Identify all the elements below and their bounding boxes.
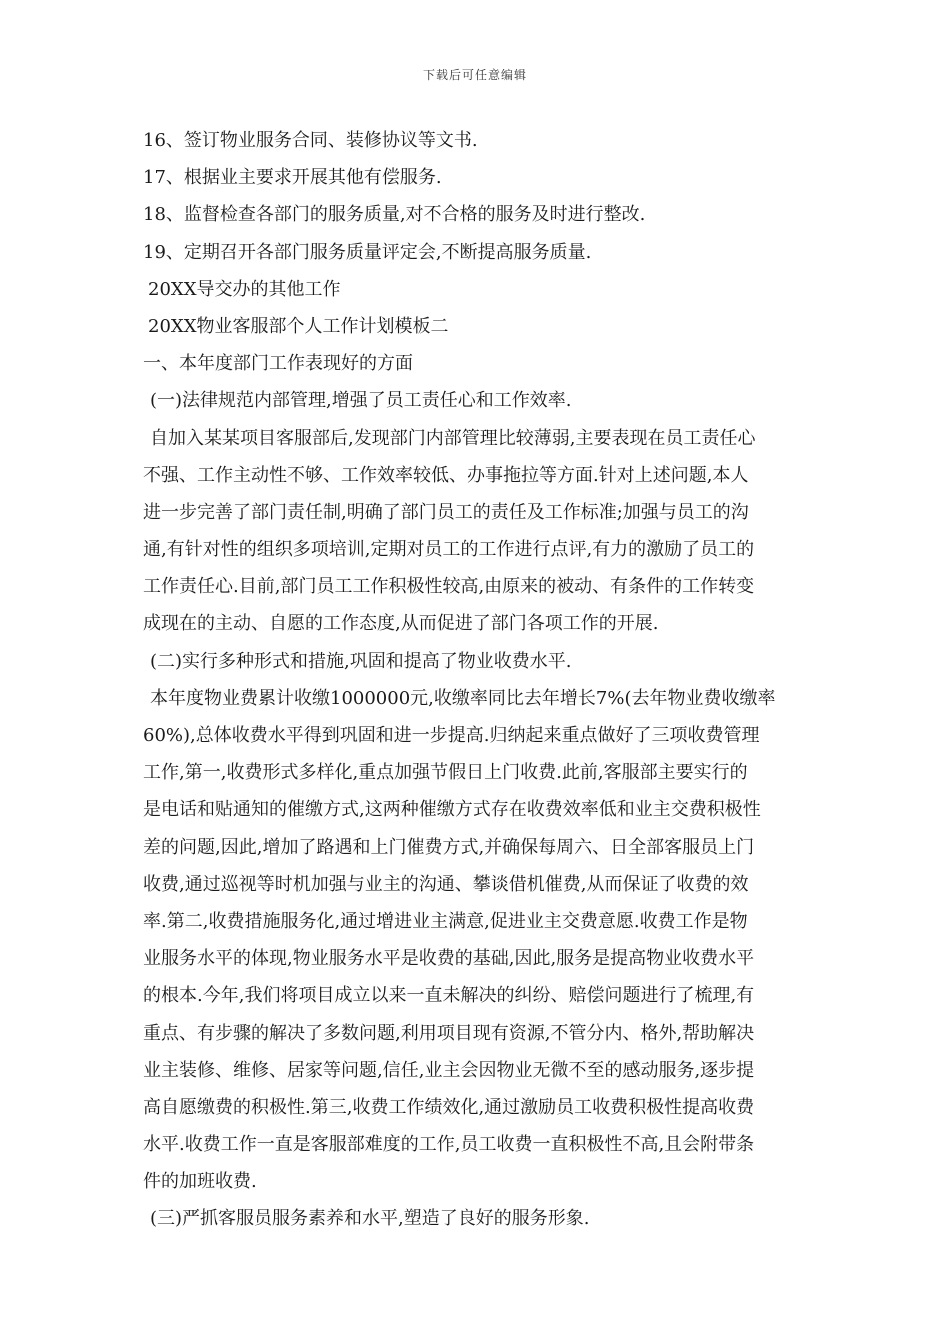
paragraph-line: 率.第二,收费措施服务化,通过增进业主满意,促进业主交费意愿.收费工作是物 (143, 910, 748, 932)
paragraph-line: 差的问题,因此,增加了路遇和上门催费方式,并确保每周六、日全部客服员上门 (143, 836, 755, 858)
list-item-20: 20XX导交办的其他工作 (148, 278, 341, 300)
paragraph-line: 60%),总体收费水平得到巩固和进一步提高.归纳起来重点做好了三项收费管理 (143, 725, 760, 746)
section-title: 20XX物业客服部个人工作计划模板二 (148, 315, 449, 337)
document-body (143, 122, 813, 1238)
paragraph-line: 高自愿缴费的积极性.第三,收费工作绩效化,通过激励员工收费积极性提高收费 (143, 1096, 755, 1118)
paragraph-line: 成现在的主动、自愿的工作态度,从而促进了部门各项工作的开展. (143, 613, 659, 635)
paragraph-line: 收费,通过巡视等时机加强与业主的沟通、攀谈借机催费,从而保证了收费的效 (143, 873, 749, 895)
subheading-1: (一)法律规范内部管理,增强了员工责任心和工作效率. (150, 390, 572, 412)
paragraph-line: 是电话和贴通知的催缴方式,这两种催缴方式存在收费效率低和业主交费积极性 (143, 799, 761, 821)
list-item-16: 16、签订物业服务合同、装修协议等文书. (143, 130, 478, 151)
paragraph-line: 不强、工作主动性不够、工作效率较低、办事拖拉等方面.针对上述问题,本人 (143, 464, 749, 486)
heading-1: 一、本年度部门工作表现好的方面 (143, 353, 413, 375)
subheading-3: (三)严抓客服员服务素养和水平,塑造了良好的服务形象. (150, 1208, 590, 1230)
paragraph-line: 工作责任心.目前,部门员工工作积极性较高,由原来的被动、有条件的工作转变 (143, 576, 755, 598)
paragraph-line: 件的加班收费. (143, 1171, 257, 1193)
paragraph-line: 重点、有步骤的解决了多数问题,利用项目现有资源,不管分内、格外,帮助解决 (143, 1022, 755, 1044)
paragraph-line: 业服务水平的体现,物业服务水平是收费的基础,因此,服务是提高物业收费水平 (143, 948, 755, 970)
page-header: 下载后可任意编辑 (422, 68, 527, 82)
paragraph-line: 通,有针对性的组织多项培训,定期对员工的工作进行点评,有力的激励了员工的 (143, 539, 755, 561)
paragraph-line: 本年度物业费累计收缴1000000元,收缴率同比去年增长7%(去年物业费收缴率 (150, 687, 776, 709)
paragraph-line: 的根本.今年,我们将项目成立以来一直未解决的纠纷、赔偿问题进行了梳理,有 (143, 985, 755, 1007)
paragraph-line: 水平.收费工作一直是客服部难度的工作,员工收费一直积极性不高,且会附带条 (143, 1134, 755, 1156)
list-item-19: 19、定期召开各部门服务质量评定会,不断提高服务质量. (143, 241, 592, 263)
subheading-2: (二)实行多种形式和措施,巩固和提高了物业收费水平. (150, 650, 572, 672)
paragraph-line: 自加入某某项目客服部后,发现部门内部管理比较薄弱,主要表现在员工责任心 (150, 427, 756, 449)
list-item-18: 18、监督检查各部门的服务质量,对不合格的服务及时进行整改. (143, 204, 646, 226)
paragraph-line: 业主装修、维修、居家等问题,信任,业主会因物业无微不至的感动服务,逐步提 (143, 1059, 755, 1081)
list-item-17: 17、根据业主要求开展其他有偿服务. (143, 167, 442, 189)
paragraph-line: 工作,第一,收费形式多样化,重点加强节假日上门收费.此前,客服部主要实行的 (143, 762, 748, 784)
paragraph-line: 进一步完善了部门责任制,明确了部门员工的责任及工作标准;加强与员工的沟 (143, 501, 749, 523)
